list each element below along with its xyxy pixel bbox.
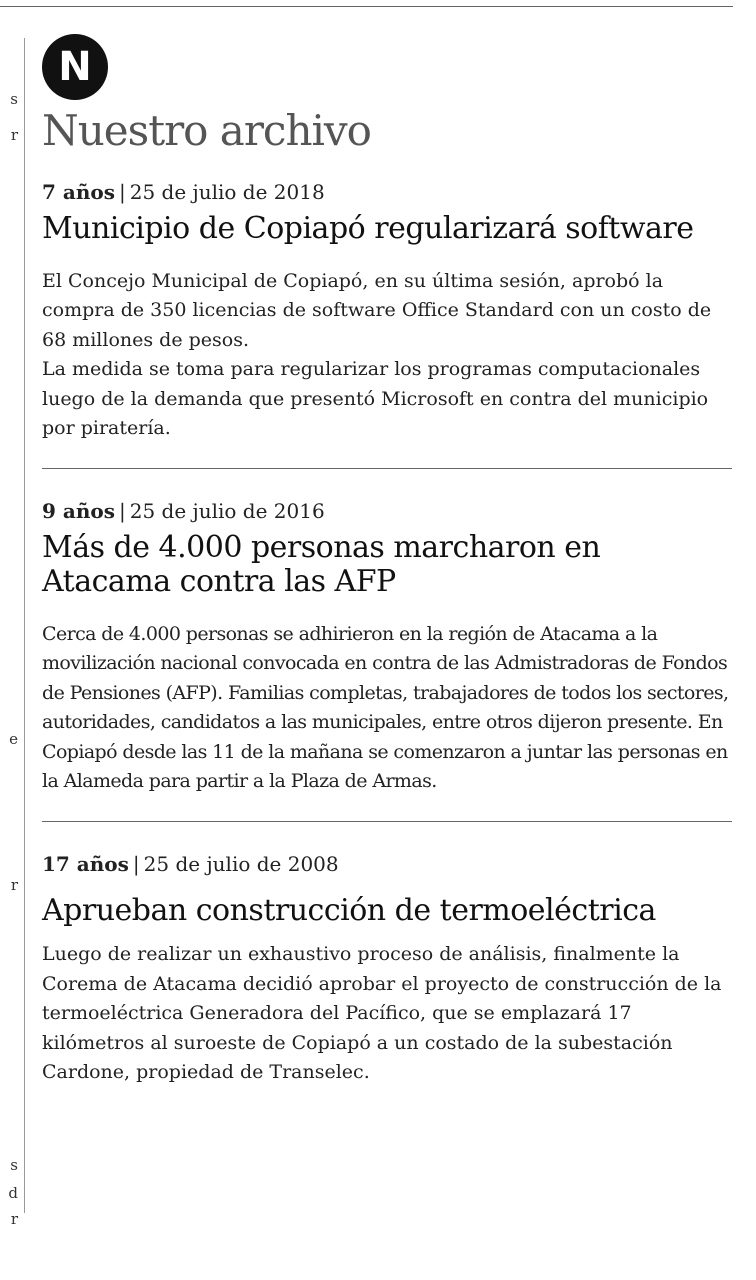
archive-item (42, 499, 732, 797)
meta-separator: | (132, 851, 140, 876)
item-body (42, 620, 732, 797)
archive-column (42, 34, 732, 1088)
section-title: Nuestro archivo (42, 106, 371, 155)
archive-item (42, 180, 732, 444)
left-column-fragment: r (10, 126, 18, 144)
item-body (42, 267, 732, 444)
column-divider (24, 38, 25, 1213)
item-headline: Aprueban construcción de termoeléctrica (42, 892, 656, 928)
meta-separator: | (118, 498, 126, 523)
item-date: 25 de julio de 2018 (129, 180, 325, 205)
left-column-fragment: r (10, 1210, 18, 1228)
item-headline: Municipio de Copiapó regularizará software (42, 211, 694, 247)
years-ago: 17 años (42, 851, 129, 876)
years-ago: 7 años (42, 180, 115, 205)
left-column-fragment: e (9, 730, 18, 748)
item-date: 25 de julio de 2016 (129, 498, 325, 523)
section-rule (42, 468, 732, 469)
item-headline: Más de 4.000 personas marcharon en Atacama contra las AFP (42, 529, 601, 600)
body-paragraph: Luego de realizar un exhaustivo proceso de análisis, finalmente la Corema de Atacama decidió aprobar el proyecto de construcción de la termoeléctrica Generadora del Pacífico, que se emplazará 17 kilómetros al suroeste de Copiapó a un costado de la subestación Cardone, propiedad de Transelec. (42, 943, 722, 1084)
left-column-fragment: s (10, 90, 18, 108)
logo-letter: N (58, 44, 92, 90)
item-meta (42, 852, 732, 876)
left-column-fragment: d (8, 1184, 18, 1202)
left-column-fragment: s (10, 1156, 18, 1174)
item-date: 25 de julio de 2008 (143, 851, 339, 876)
newspaper-logo-icon (42, 34, 108, 100)
item-meta (42, 499, 732, 523)
item-body (42, 940, 732, 1088)
section-rule (42, 821, 732, 822)
body-paragraph: Cerca de 4.000 personas se adhirieron en la región de Atacama a la movilización nacional convocada en contra de las Admistradoras de Fondos de Pensiones (AFP). Familias completas, trabajadores de todos los sectores, autoridades, candidatos a las municipales, entre otros dijeron presente. En Copiapó desde las 11 de la mañana se comenzaron a juntar las personas en la Alameda para partir a la Plaza de Armas. (42, 622, 729, 793)
item-meta (42, 180, 732, 204)
meta-separator: | (118, 180, 126, 205)
top-rule (0, 6, 733, 7)
years-ago: 9 años (42, 498, 115, 523)
body-paragraph: La medida se toma para regularizar los programas computacionales luego de la demanda que presentó Microsoft en contra del municipio por piratería. (42, 358, 709, 440)
body-paragraph: El Concejo Municipal de Copiapó, en su última sesión, aprobó la compra de 350 licencias de software Office Standard con un costo de 68 millones de pesos. (42, 269, 712, 351)
left-column-fragment: r (10, 876, 18, 894)
archive-item (42, 852, 732, 1088)
